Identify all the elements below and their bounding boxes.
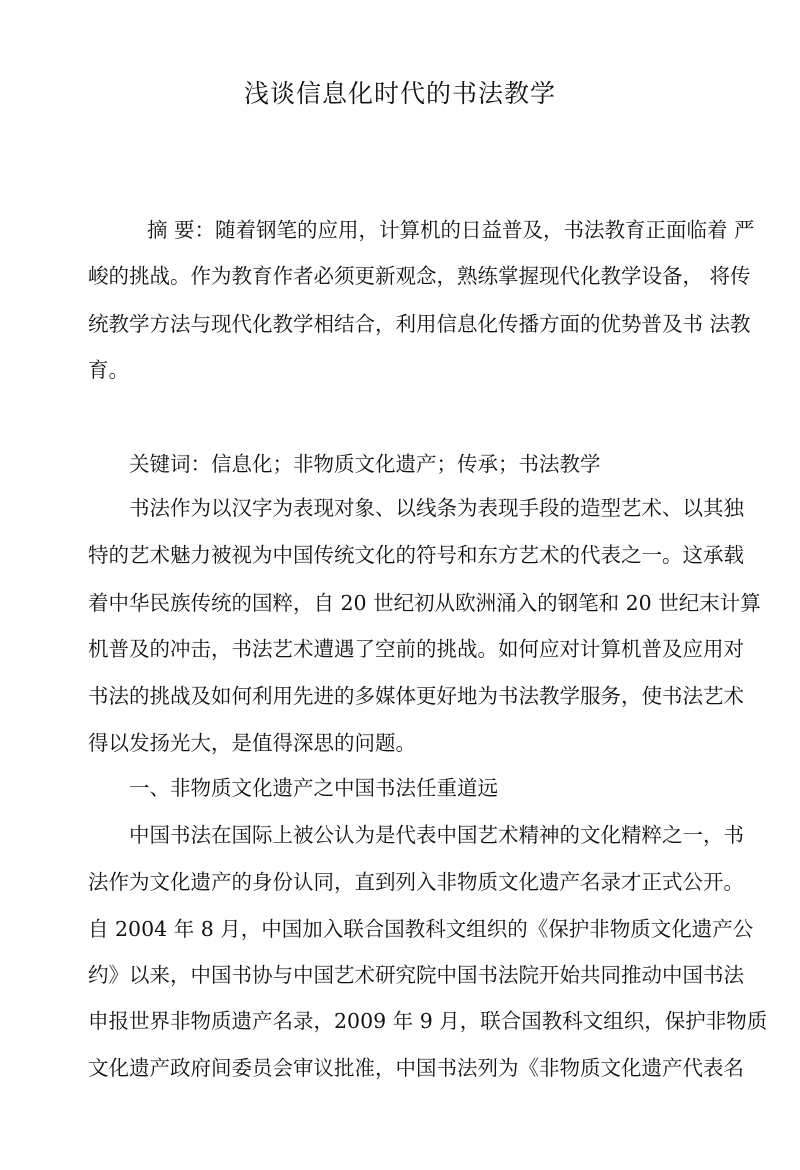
paragraph-line: 中国书法在国际上被公认为是代表中国艺术精神的文化精粹之一，书	[129, 823, 744, 847]
paragraph-line: 自 2004 年 8 月，中国加入联合国教科文组织的《保护非物质文化遗产公	[88, 917, 754, 941]
paragraph-line: 书法作为以汉字为表现对象、以线条为表现手段的造型艺术、以其独	[129, 496, 744, 520]
paragraph-line: 法作为文化遗产的身份认同，直到列入非物质文化遗产名录才正式公开。	[88, 870, 744, 894]
paragraph-line: 约》以来，中国书协与中国艺术研究院中国书法院开始共同推动中国书法	[88, 963, 744, 987]
paragraph-line: 特的艺术魅力被视为中国传统文化的符号和东方艺术的代表之一。这承载	[88, 543, 744, 567]
abstract-line: 摘 要：随着钢笔的应用，计算机的日益普及，书法教育正面临着 严	[147, 218, 755, 242]
paragraph-line: 书法的挑战及如何利用先进的多媒体更好地为书法教学服务，使书法艺术	[88, 684, 744, 708]
abstract-line: 峻的挑战。作为教育作者必须更新观念，熟练掌握现代化教学设备， 将传	[88, 264, 751, 288]
document-title: 浅谈信息化时代的书法教学	[243, 79, 556, 108]
keywords-line: 关键词：信息化；非物质文化遗产；传承；书法教学	[129, 452, 601, 476]
paragraph-line: 申报世界非物质遗产名录，2009 年 9 月，联合国教科文组织，保护非物质	[88, 1009, 768, 1033]
paragraph-line: 着中华民族传统的国粹，自 20 世纪初从欧洲涌入的钢笔和 20 世纪末计算	[88, 591, 761, 615]
paragraph-line: 机普及的冲击，书法艺术遭遇了空前的挑战。如何应对计算机普及应用对	[88, 637, 744, 661]
paragraph-line: 文化遗产政府间委员会审议批准，中国书法列为《非物质文化遗产代表名	[88, 1056, 744, 1080]
section-heading: 一、非物质文化遗产之中国书法任重道远	[129, 776, 498, 800]
abstract-line: 育。	[88, 358, 129, 382]
paragraph-line: 得以发扬光大，是值得深思的问题。	[88, 731, 416, 755]
abstract-line: 统教学方法与现代化教学相结合，利用信息化传播方面的优势普及书 法教	[88, 312, 751, 336]
